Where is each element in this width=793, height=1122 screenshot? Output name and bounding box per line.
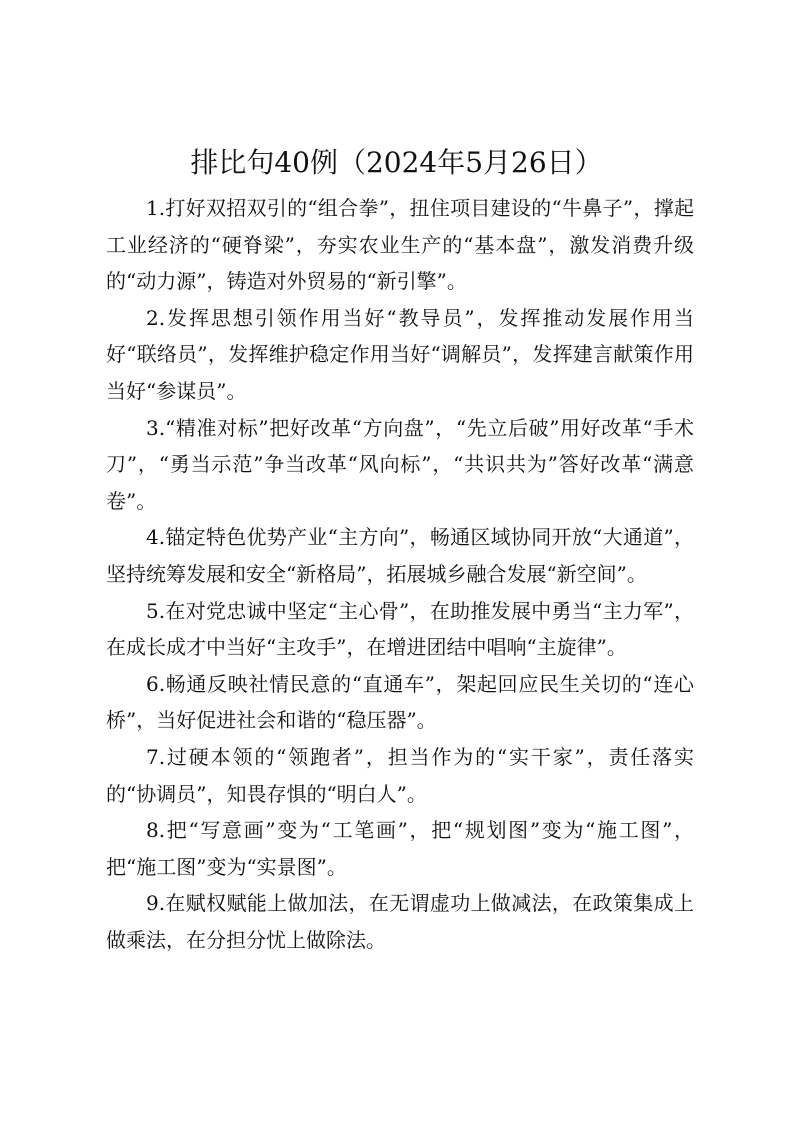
paragraph-6: 6.畅通反映社情民意的“直通车”，架起回应民生关切的“连心桥”，当好促进社会和谐的“稳压器”。 bbox=[106, 671, 694, 733]
paragraph-3: 3.“精准对标”把好改革“方向盘”，“先立后破”用好改革“手术刀”，“勇当示范”争当改革“风向标”，“共识共为”答好改革“满意卷”。 bbox=[106, 415, 694, 513]
paragraph-5: 5.在对党忠诚中坚定“主心骨”，在助推发展中勇当“主力军”，在成长成才中当好“主攻手”，在增进团结中唱响“主旋律”。 bbox=[106, 598, 694, 660]
document-title: 排比句40例（2024年5月26日） bbox=[190, 146, 603, 179]
paragraph-2: 2.发挥思想引领作用当好“教导员”，发挥推动发展作用当好“联络员”，发挥维护稳定作用当好“调解员”，发挥建言献策作用当好“参谋员”。 bbox=[106, 305, 694, 403]
paragraph-1: 1.打好双招双引的“组合拳”，扭住项目建设的“牛鼻子”，撑起工业经济的“硬脊梁”，夯实农业生产的“基本盘”，激发消费升级的“动力源”，铸造对外贸易的“新引擎”。 bbox=[106, 196, 694, 294]
paragraph-7: 7.过硬本领的“领跑者”，担当作为的“实干家”，责任落实的“协调员”，知畏存惧的“明白人”。 bbox=[106, 744, 694, 806]
paragraph-9: 9.在赋权赋能上做加法，在无谓虚功上做减法，在政策集成上做乘法，在分担分忧上做除法。 bbox=[106, 891, 694, 952]
paragraph-4: 4.锚定特色优势产业“主方向”，畅通区域协同开放“大通道”，坚持统筹发展和安全“新格局”，拓展城乡融合发展“新空间”。 bbox=[106, 525, 694, 586]
document-body bbox=[106, 190, 694, 958]
paragraph-8: 8.把“写意画”变为“工笔画”，把“规划图”变为“施工图”，把“施工图”变为“实景图”。 bbox=[106, 818, 694, 879]
